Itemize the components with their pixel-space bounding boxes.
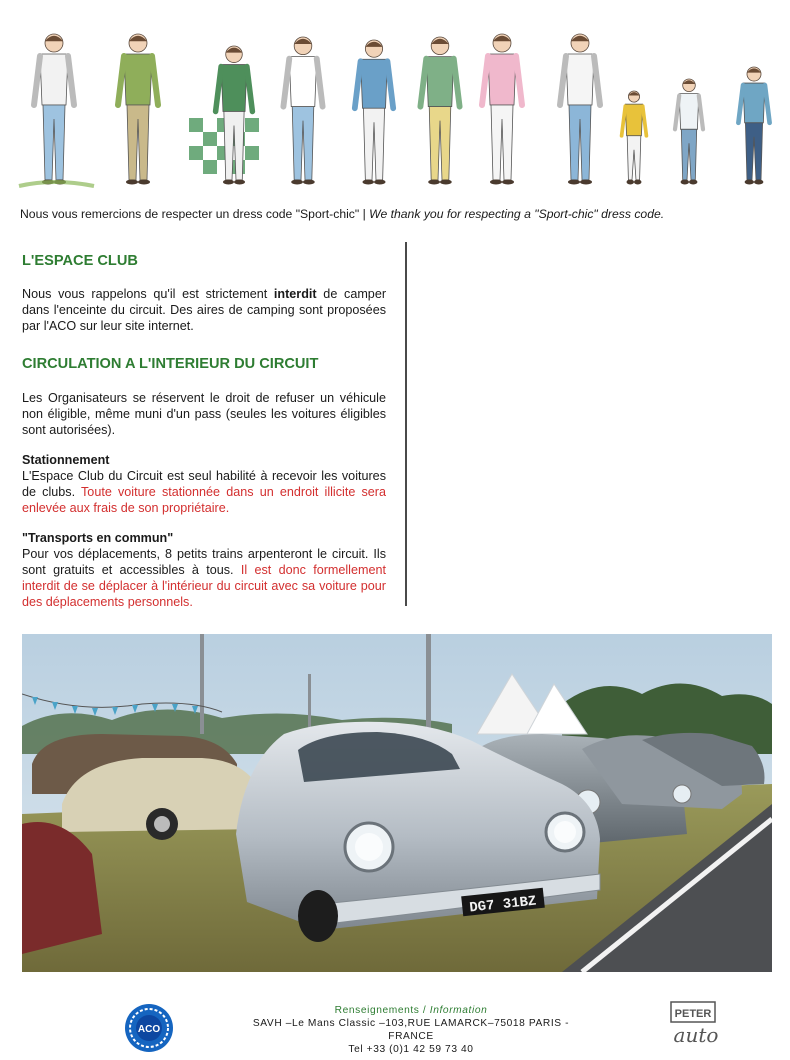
illustrated-figure [738,67,769,185]
footer-phone: Tel +33 (0)1 42 59 73 40 [348,1044,474,1055]
transport-block-fr [22,530,386,610]
dress-code-fr: Nous vous remercions de respecter un dress code "Sport-chic" | [20,207,370,221]
club-text-fr-b: de camper dans l'enceinte du circuit. Des aires de camping sont proposées par l'ACO sur leur site internet. [22,287,387,333]
peter-logo-bottom: auto [673,1023,719,1047]
illustrated-figure [560,34,600,185]
illustrated-figure [675,79,703,185]
illustrated-figure [420,37,459,185]
transport-text-fr: Pour vos déplacements, 8 petits trains arpenteront le circuit. Ils sont gratuits et accessibles à tous. [22,547,386,577]
traffic-text-fr: Les Organisateurs se réservent le droit de refuser un véhicule non éligible, même muni d'un pass (seules les voitures éligibles sont autorisées). [22,391,386,437]
illustrated-figure [355,40,393,185]
traffic-title-fr: CIRCULATION A L'INTERIEUR DU CIRCUIT [22,356,319,372]
footer-info-en: Information [429,1005,488,1016]
footer-address-line2: FRANCE [388,1031,434,1042]
column-divider [405,242,407,606]
parking-block-fr [22,452,386,516]
parking-title-fr: Stationnement [22,453,110,467]
license-plate: DG7 31BZ [468,893,538,917]
dress-code-line [20,207,780,221]
parking-warning-fr: Toute voiture stationnée dans un endroit illicite sera enlevée aux frais de son propriétaire. [22,485,386,515]
club-cars-photo [22,634,772,972]
footer-info-line [196,1004,626,1017]
club-area-title-fr: L'ESPACE CLUB [22,253,138,269]
dress-code-illustration [14,8,780,196]
peter-auto-logo [668,1000,724,1050]
aco-logo-text: ACO [137,1024,161,1035]
club-area-text-fr [22,286,386,334]
transport-title-fr: "Transports en commun" [22,531,174,545]
illustrated-figure [283,37,322,185]
aco-logo [124,1003,174,1053]
transport-warning-fr: Il est donc formellement interdit de se déplacer à l'intérieur du circuit avec sa voiture pour des déplacements personnels. [22,563,386,609]
illustrated-figure [34,34,74,185]
parking-text-fr: L'Espace Club du Circuit est seul habilité à recevoir les voitures de clubs. [22,469,386,499]
illustrated-figure [482,34,522,185]
club-text-fr-bold: interdit [273,287,317,301]
illustrated-figure [622,91,647,185]
footer-address-line1: SAVH –Le Mans Classic –103,RUE LAMARCK–75018 PARIS - [252,1018,570,1029]
dress-code-en: We thank you for respecting a "Sport-chic" dress code. [369,207,665,221]
footer-info-fr: Renseignements / [334,1005,427,1016]
peter-logo-top: PETER [674,1008,712,1020]
club-text-fr-a: Nous vous rappelons qu'il est strictement [22,287,274,301]
illustrated-figure [118,34,158,185]
footer-contact [196,1004,626,1056]
